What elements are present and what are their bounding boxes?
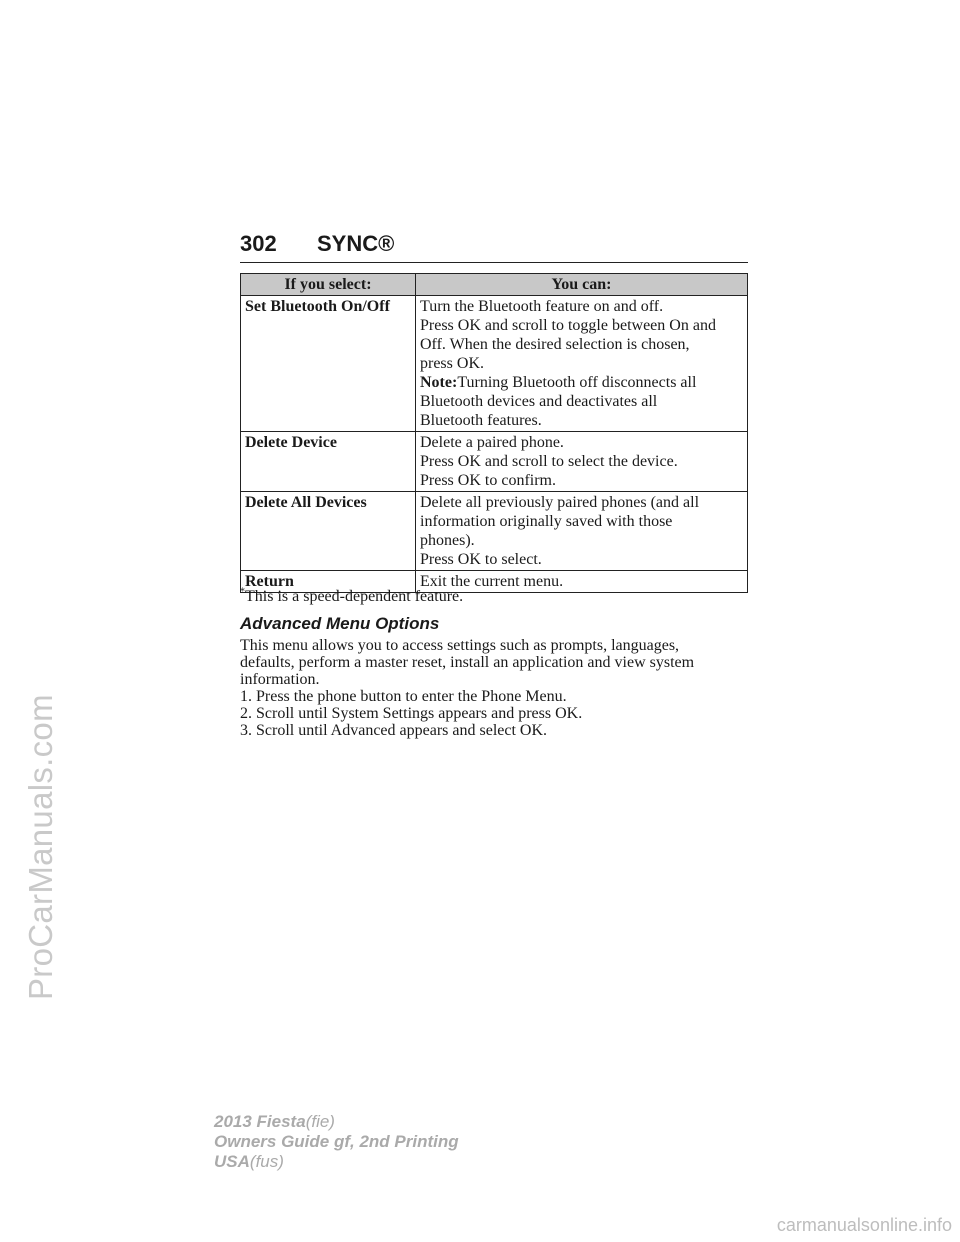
footer-line xyxy=(214,1112,459,1132)
description-line: Press OK and scroll to toggle between On and xyxy=(420,317,716,334)
page-footer xyxy=(214,1112,459,1172)
col-header-if-you-select: If you select: xyxy=(241,274,416,296)
table-row xyxy=(241,492,748,571)
footnote-text: This is a speed-dependent feature. xyxy=(245,588,464,605)
body-line: defaults, perform a master reset, install an application and view system xyxy=(240,654,695,671)
description-line: Delete all previously paired phones (and all xyxy=(420,494,700,511)
table-row xyxy=(241,296,748,432)
option-description xyxy=(416,432,748,492)
footer-market: USA xyxy=(214,1152,250,1171)
step-item: 1. Press the phone button to enter the Phone Menu. xyxy=(240,688,567,705)
description-line: Delete a paired phone. xyxy=(420,434,564,451)
body-line: information. xyxy=(240,671,320,688)
note-label: Note: xyxy=(420,374,458,391)
footnote xyxy=(240,588,463,606)
footer-market-code: (fus) xyxy=(249,1152,284,1171)
description-line: Off. When the desired selection is chosen, xyxy=(420,336,690,353)
body-line: This menu allows you to access settings such as prompts, languages, xyxy=(240,637,680,654)
footer-guide: Owners Guide gf, 2nd Printing xyxy=(214,1132,459,1151)
option-name: Delete Device xyxy=(241,432,416,492)
watermark-text: ProCarManuals.com xyxy=(22,694,59,1000)
page-number: 302 xyxy=(240,231,277,256)
option-name: Set Bluetooth On/Off xyxy=(241,296,416,432)
page-header xyxy=(240,229,748,263)
description-line: Turn the Bluetooth feature on and off. xyxy=(420,298,664,315)
table-row xyxy=(241,432,748,492)
option-description xyxy=(416,492,748,571)
footnote-marker: * xyxy=(240,586,245,598)
section-heading: Advanced Menu Options xyxy=(240,614,440,633)
step-item: 3. Scroll until Advanced appears and select OK. xyxy=(240,722,548,739)
description-line: Press OK to confirm. xyxy=(420,472,556,489)
option-name: Delete All Devices xyxy=(241,492,416,571)
option-description xyxy=(416,296,748,432)
description-line: press OK. xyxy=(420,355,484,372)
description-line: Exit the current menu. xyxy=(420,573,564,590)
description-line: phones). xyxy=(420,532,475,549)
section-body xyxy=(240,637,750,739)
footer-line xyxy=(214,1152,459,1172)
option-name: Return xyxy=(241,571,416,593)
note-text: Turning Bluetooth off disconnects all xyxy=(457,374,697,391)
section-title: SYNC® xyxy=(317,231,395,256)
note-line xyxy=(420,373,743,392)
step-item: 2. Scroll until System Settings appears and press OK. xyxy=(240,705,583,722)
option-description xyxy=(416,571,748,593)
site-watermark: carmanualsonline.info xyxy=(776,1215,952,1235)
description-line: Press OK to select. xyxy=(420,551,542,568)
note-line: Bluetooth features. xyxy=(420,412,542,429)
options-table xyxy=(240,273,748,593)
footer-model: 2013 Fiesta xyxy=(214,1112,306,1131)
description-line: Press OK and scroll to select the device. xyxy=(420,453,678,470)
description-line: information originally saved with those xyxy=(420,513,673,530)
table-header-row xyxy=(241,274,748,296)
note-line: Bluetooth devices and deactivates all xyxy=(420,393,658,410)
footer-model-code: (fie) xyxy=(305,1112,335,1131)
col-header-you-can: You can: xyxy=(416,274,748,296)
